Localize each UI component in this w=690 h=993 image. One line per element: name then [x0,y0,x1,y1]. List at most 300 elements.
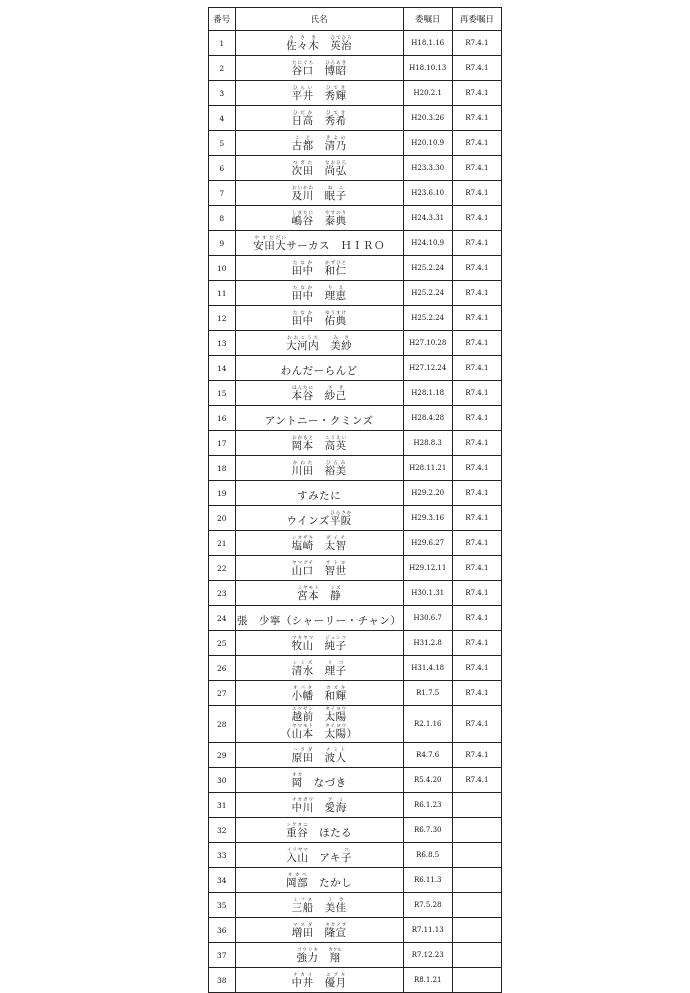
row-number: 24 [209,606,236,631]
name-text: サーカス ＨＩＲＯ [286,239,386,252]
member-name [235,656,403,681]
name-part [324,922,347,939]
name-reading: ひでひろ [330,35,353,41]
table-row [209,356,502,381]
name-part [291,535,314,552]
appointed-date: R7.5.28 [403,893,452,918]
name-kanji: 川田 [291,464,314,477]
table-row [209,156,502,181]
name-reading: ねこ [324,185,347,191]
name-line [292,261,347,278]
name-block [292,136,347,153]
name-line [292,536,347,553]
name-text [314,115,325,127]
appointed-date: H27.12.24 [403,356,452,381]
name-text [314,65,325,77]
row-number: 15 [209,381,236,406]
reappointed-date: R7.4.1 [452,406,501,431]
reappointed-date: R7.4.1 [452,181,501,206]
table-row [209,456,502,481]
table-row [209,31,502,56]
name-part [291,260,314,277]
name-kanji: 秀輝 [324,89,347,102]
reappointed-date: R7.4.1 [452,306,501,331]
name-reading: コ [340,847,352,853]
name-kanji: 泰典 [324,214,347,227]
header-row [209,8,502,31]
appointed-date: H29.12.11 [403,556,452,581]
name-line [292,286,347,303]
row-number: 26 [209,656,236,681]
name-text [319,590,330,602]
name-kanji: 岡部 [286,876,309,889]
row-number: 20 [209,506,236,531]
reappointed-date: R7.4.1 [452,606,501,631]
name-part [291,435,314,452]
name-reading: かわた [291,460,314,466]
name-line [292,311,347,328]
reappointed-date: R7.4.1 [452,106,501,131]
name-line [297,948,342,965]
name-block [292,561,347,578]
table-row [209,606,502,631]
member-name [235,156,403,181]
name-part [324,110,347,127]
name-block [292,973,347,990]
member-name [235,868,403,893]
name-reading: ひろみ [324,460,347,466]
name-line [281,707,358,724]
name-reading: シオザキ [291,535,314,541]
name-part [291,110,314,127]
row-number: 14 [209,356,236,381]
name-part [291,922,314,939]
name-kanji: 原田 [291,751,314,764]
name-text [314,902,325,914]
name-reading: ささき [286,35,320,41]
name-reading: たなか [291,260,314,266]
appointed-date: R8.1.21 [403,968,452,993]
name-part [291,85,314,102]
name-kanji: 紗己 [324,389,347,402]
name-line [292,386,347,403]
name-part [324,685,347,702]
row-number: 8 [209,206,236,231]
name-kanji: 中川 [291,801,314,814]
name-kanji: 太陽 [324,728,347,740]
name-kanji: 岡本 [291,439,314,452]
table-row [209,506,502,531]
member-name [235,356,403,381]
row-number: 38 [209,968,236,993]
member-name [235,818,403,843]
name-text: アキ [308,851,341,864]
table-row [209,306,502,331]
name-kanji: 山本 [291,728,314,740]
name-block [286,823,352,840]
name-text [314,540,325,552]
reappointed-date: R7.4.1 [452,481,501,506]
row-number: 22 [209,556,236,581]
name-kanji: 博昭 [324,64,347,77]
name-kanji: 子 [340,851,352,864]
name-line [292,798,347,815]
name-text [314,140,325,152]
name-line [292,973,347,990]
name-part [324,435,347,452]
table-row [209,706,502,743]
name-reading: りえ [324,285,347,291]
name-reading: ゆうすけ [324,310,347,316]
reappointed-date: R7.4.1 [452,31,501,56]
name-reading: タイヨウ [324,724,347,729]
appointed-date: H28.1.18 [403,381,452,406]
row-number: 27 [209,681,236,706]
header-reappointed-date: 再委嘱日 [452,8,501,31]
name-reading: みさ [330,335,353,341]
table-row [209,181,502,206]
name-block [292,461,347,478]
name-kanji: 隆宣 [324,926,347,939]
name-part [324,797,347,814]
row-number: 2 [209,56,236,81]
table-row [209,818,502,843]
table-row [209,556,502,581]
name-block [253,236,385,253]
name-block [292,636,347,653]
name-reading: ハラダ [291,747,314,753]
header-name: 氏名 [235,8,403,31]
table-row [209,431,502,456]
name-part [291,685,314,702]
reappointed-date: R7.4.1 [452,281,501,306]
name-line-former [281,724,358,741]
name-text: わんだーらんど [280,364,358,377]
table-row [209,231,502,256]
name-part [291,635,314,652]
name-kanji: 及川 [291,189,314,202]
table-row [209,681,502,706]
name-kanji: 岡 [291,776,303,789]
name-line [253,236,385,253]
member-name [235,331,403,356]
name-part [330,35,353,52]
name-kanji: 日高 [291,114,314,127]
reappointed-date: R7.4.1 [452,131,501,156]
name-line [297,490,341,503]
name-kanji: 高英 [324,439,347,452]
name-kanji: 英治 [330,39,353,52]
name-part [324,747,347,764]
name-reading: ひでき [324,85,347,91]
member-name [235,768,403,793]
name-kanji: 大 [275,239,287,252]
name-text [314,165,325,177]
name-block [286,848,352,865]
name-reading: タカノブ [324,922,347,928]
row-number: 9 [209,231,236,256]
table-row [209,656,502,681]
name-reading: ひろあき [324,60,347,66]
name-part [324,897,347,914]
name-block [292,748,347,765]
name-text [314,465,325,477]
name-text: （ [280,728,292,740]
name-part [324,707,347,723]
name-part [328,947,342,964]
name-reading: ひだか [291,110,314,116]
name-line [292,773,347,790]
row-number: 10 [209,256,236,281]
name-part [291,747,314,764]
row-number: 3 [209,81,236,106]
name-line [292,186,347,203]
name-part [275,235,287,252]
name-line [292,923,347,940]
reappointed-date [452,893,501,918]
name-text: ） [346,728,358,740]
name-kanji: 清水 [291,664,314,677]
name-line [286,511,351,528]
name-part [291,185,314,202]
reappointed-date: R7.4.1 [452,506,501,531]
row-number: 37 [209,943,236,968]
name-part [329,510,352,527]
row-number: 35 [209,893,236,918]
reappointed-date: R7.4.1 [452,356,501,381]
name-text [314,265,325,277]
name-text: なづき [302,776,347,789]
name-kanji: 三船 [291,901,314,914]
appointed-date: R6.11.3 [403,868,452,893]
appointed-date: R6.7.30 [403,818,452,843]
name-text: アントニー・クミンズ [264,414,374,427]
name-part [291,135,314,152]
name-reading: ナカガワ [291,797,314,803]
name-part [324,160,347,177]
reappointed-date: R7.4.1 [452,231,501,256]
name-kanji: 牧山 [291,639,314,652]
name-line [292,86,347,103]
name-kanji: 優月 [324,976,347,989]
name-text [314,711,325,723]
member-name [235,631,403,656]
name-reading: マキヤマ [291,635,314,641]
reappointed-date: R7.4.1 [452,631,501,656]
member-name [235,506,403,531]
name-reading: おいかわ [291,185,314,191]
name-part [286,335,320,352]
member-name [235,581,403,606]
table-row [209,581,502,606]
name-kanji: 清乃 [324,139,347,152]
name-part [324,85,347,102]
appointed-date: H24.3.31 [403,206,452,231]
name-reading: イリヤマ [286,847,309,853]
name-reading: たなか [291,310,314,316]
name-block [292,186,347,203]
name-block [286,511,351,528]
name-part [291,972,314,989]
name-block [292,111,347,128]
appointed-date: H27.10.28 [403,331,452,356]
name-text [319,40,330,52]
name-reading: リコ [324,660,347,666]
name-kanji: 平阪 [329,514,352,527]
name-kanji: 中井 [291,976,314,989]
table-row [209,793,502,818]
table-body [209,31,502,993]
name-reading: こうえい [324,435,347,441]
name-kanji: 美紗 [330,339,353,352]
name-text [314,802,325,814]
name-block [286,36,352,53]
name-kanji: 古都 [291,139,314,152]
name-part [330,585,342,602]
name-part [324,385,347,402]
name-block [292,286,347,303]
name-reading: シゲタニ [286,822,309,828]
appointed-date: H31.2.8 [403,631,452,656]
table-row [209,481,502,506]
name-line [286,36,352,53]
member-name [235,681,403,706]
name-reading: ヤマグチ [291,560,314,566]
name-kanji: 大河内 [286,339,320,352]
reappointed-date: R7.4.1 [452,331,501,356]
table-row [209,331,502,356]
name-block [286,873,352,890]
name-block [292,211,347,228]
name-block [297,586,341,603]
name-reading: しまたに [291,210,314,216]
table-row [209,943,502,968]
name-kanji: 嶋谷 [291,214,314,227]
name-reading: ゴウリキ [296,947,319,953]
name-line [286,336,352,353]
appointed-date: H18.1.16 [403,31,452,56]
name-text [314,565,325,577]
reappointed-date [452,868,501,893]
reappointed-date: R7.4.1 [452,556,501,581]
reappointed-date: R7.4.1 [452,381,501,406]
name-kanji: 愛海 [324,801,347,814]
name-line [265,415,374,428]
appointed-date: H31.4.18 [403,656,452,681]
reappointed-date: R7.4.1 [452,581,501,606]
name-reading: やすだ [253,235,276,241]
member-name [235,56,403,81]
name-part [291,660,314,677]
appointed-date: H18.10.13 [403,56,452,81]
appointed-date: H28.11.21 [403,456,452,481]
name-part [291,460,314,477]
header-number: 番号 [209,8,236,31]
row-number: 19 [209,481,236,506]
row-number: 33 [209,843,236,868]
name-part [286,822,309,839]
member-name [235,743,403,768]
name-kanji: 増田 [291,926,314,939]
name-reading: たなか [291,285,314,291]
member-name [235,306,403,331]
member-name [235,968,403,993]
table-row [209,131,502,156]
reappointed-date: R7.4.1 [452,206,501,231]
name-kanji: 宮本 [297,589,320,602]
reappointed-date [452,943,501,968]
table-row [209,281,502,306]
name-block [292,686,347,703]
name-block [265,415,374,428]
name-text [314,90,325,102]
row-number: 23 [209,581,236,606]
name-text [314,190,325,202]
table-row [209,631,502,656]
member-name [235,81,403,106]
row-number: 36 [209,918,236,943]
name-text: ウインズ [286,514,330,527]
name-part [330,335,353,352]
row-number: 6 [209,156,236,181]
appointed-date: H25.2.24 [403,256,452,281]
table-row [209,743,502,768]
appointed-date: H28.8.3 [403,431,452,456]
name-kanji: 理恵 [324,289,347,302]
name-line [292,636,347,653]
row-number: 1 [209,31,236,56]
table-row [209,968,502,993]
row-number: 32 [209,818,236,843]
appointed-date: H23.6.10 [403,181,452,206]
row-number: 13 [209,331,236,356]
row-number: 28 [209,706,236,743]
name-text [314,728,325,740]
name-reading: ナカイ [291,972,314,978]
row-number: 7 [209,181,236,206]
name-kanji: 強力 [296,951,319,964]
member-name [235,31,403,56]
name-kanji: 翔 [328,951,342,964]
name-part [324,185,347,202]
name-part [291,310,314,327]
member-name [235,481,403,506]
member-name [235,106,403,131]
name-kanji: 秀希 [324,114,347,127]
row-number: 12 [209,306,236,331]
name-part [291,60,314,77]
name-line [292,111,347,128]
reappointed-date: R7.4.1 [452,156,501,181]
name-block [292,898,347,915]
name-kanji: 佑典 [324,314,347,327]
appointed-date: R1.7.5 [403,681,452,706]
name-block [292,661,347,678]
name-reading: ミヤモト [297,585,320,591]
name-text [314,440,325,452]
table-row [209,256,502,281]
name-reading: オカベ [286,872,309,878]
name-line [292,211,347,228]
name-reading: やすのり [324,210,347,216]
member-name [235,793,403,818]
appointed-date: H20.3.26 [403,106,452,131]
reappointed-date: R7.4.1 [452,743,501,768]
name-part [324,135,347,152]
name-part [324,635,347,652]
member-name [235,893,403,918]
name-kanji: 裕美 [324,464,347,477]
